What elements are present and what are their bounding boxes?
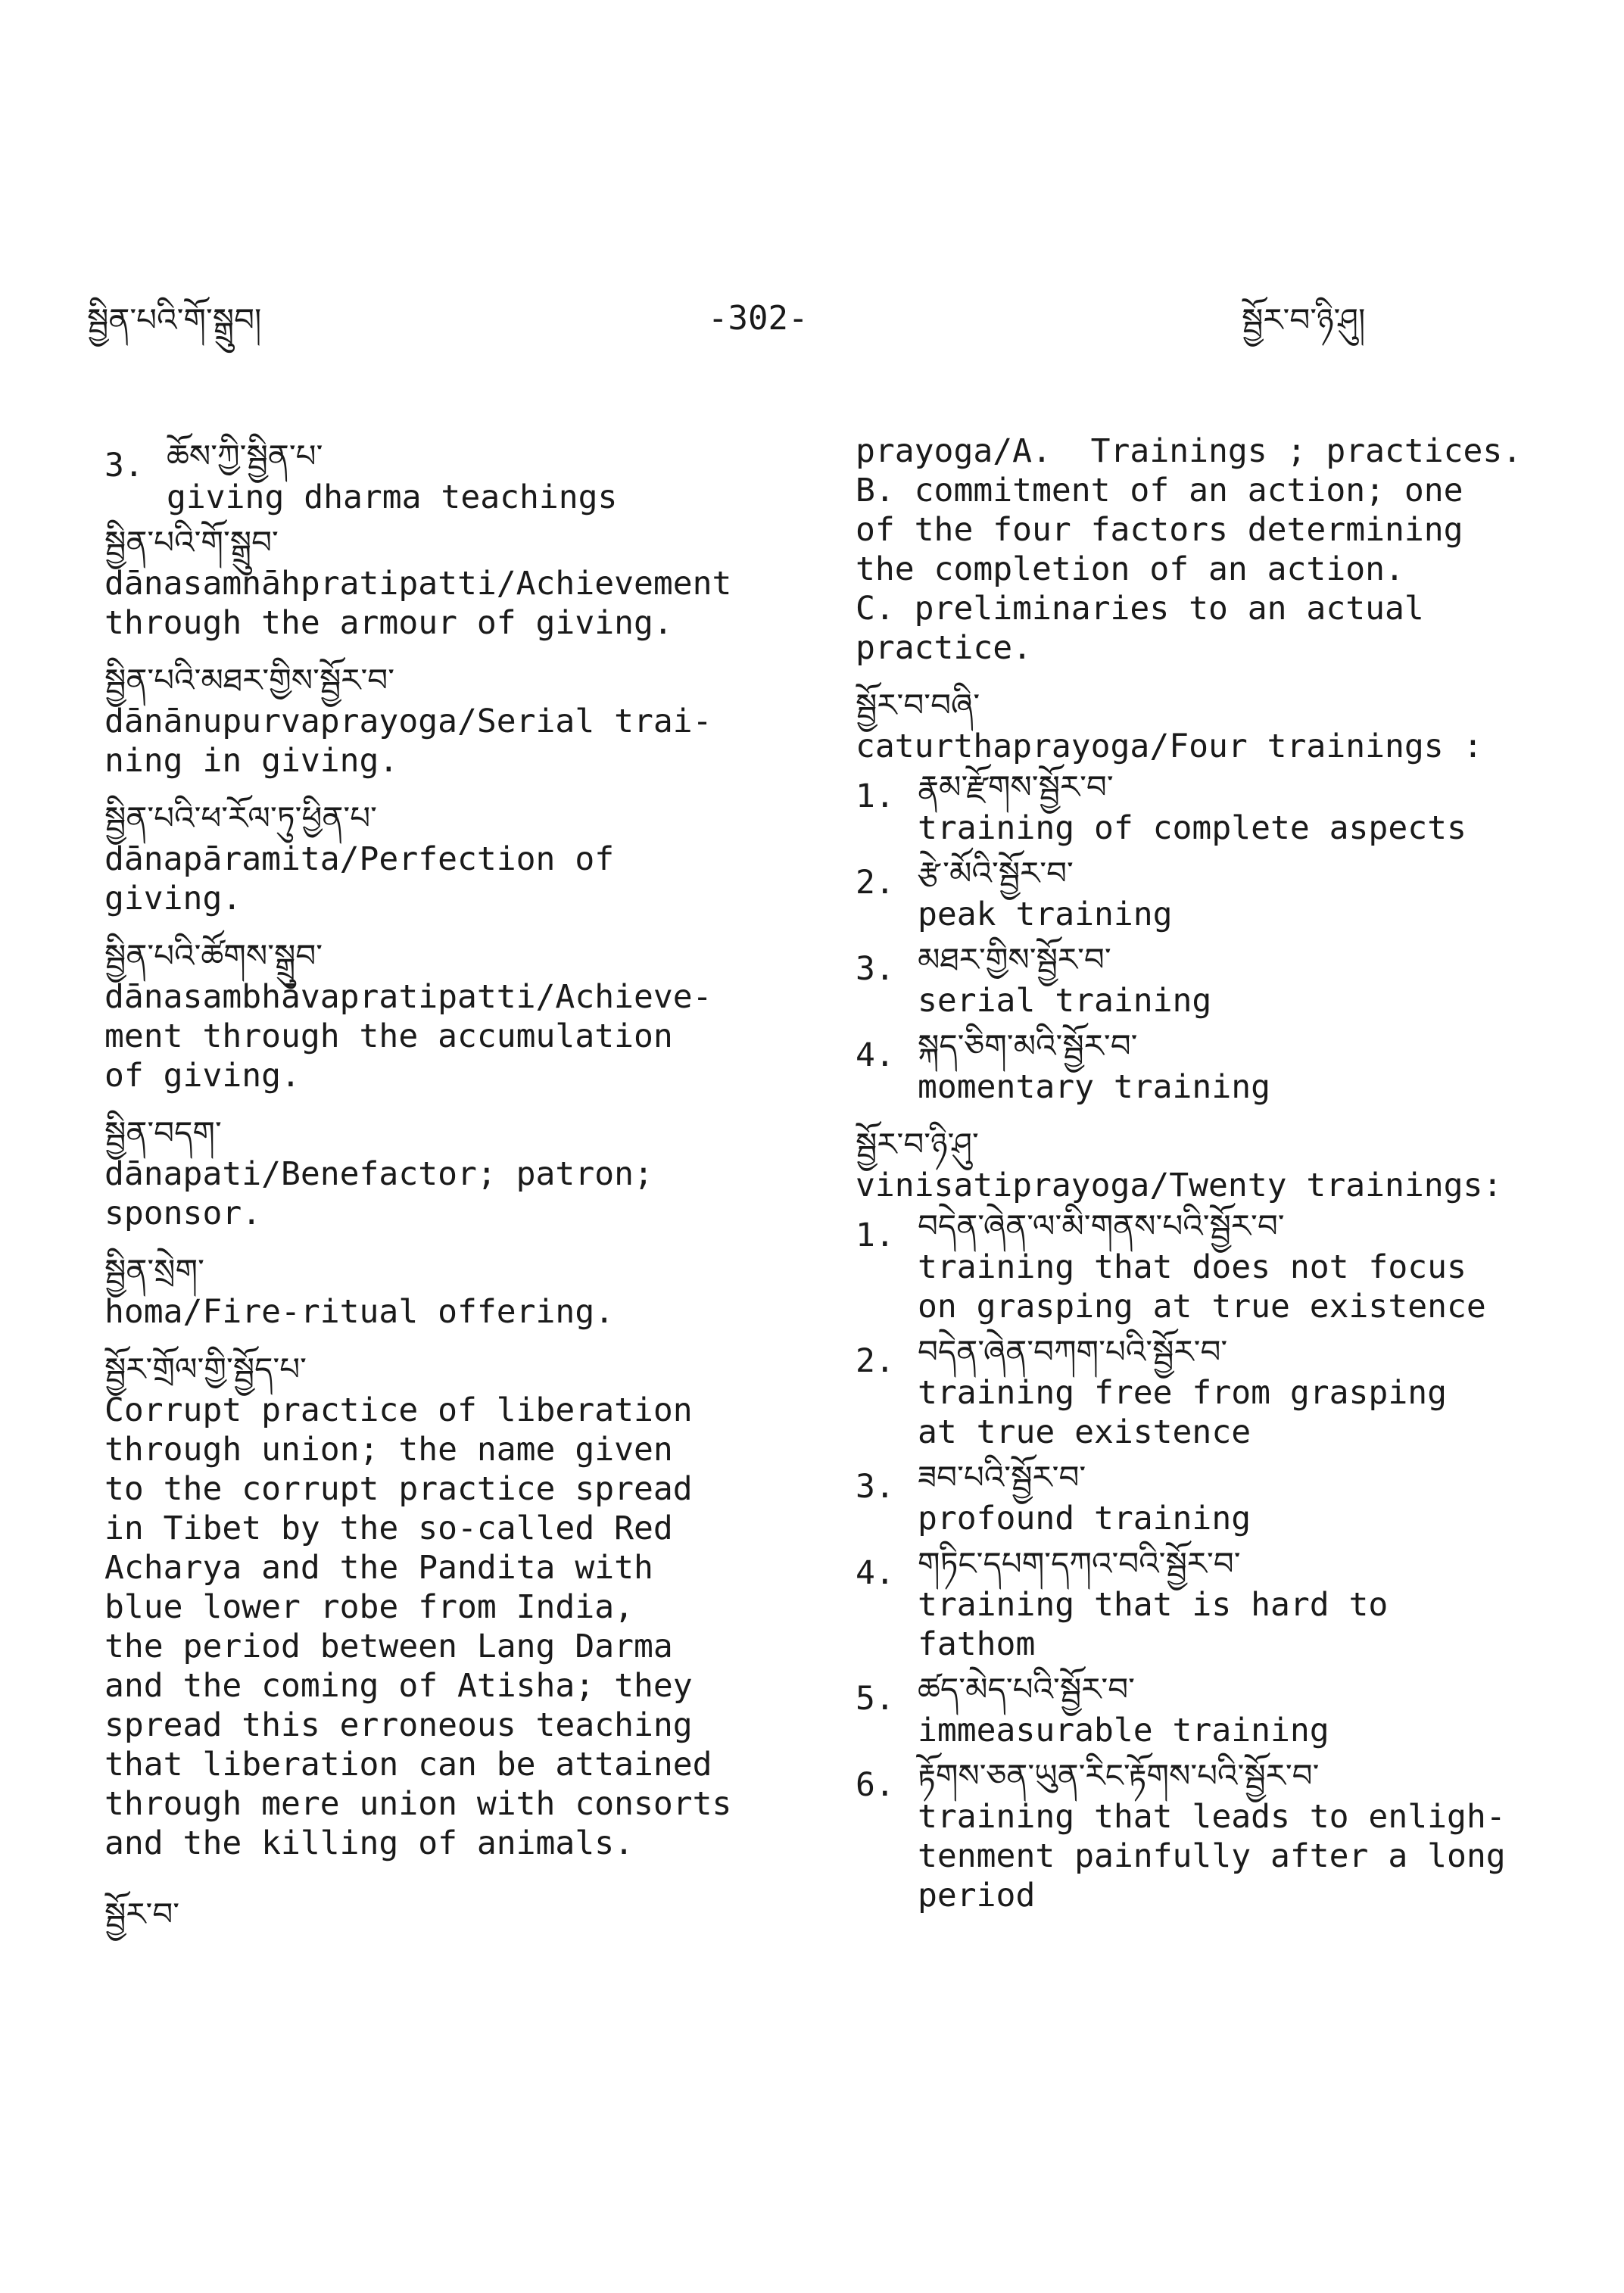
headword: སྦྱིན་བདག་ [104, 1114, 222, 1151]
item-number: 3. [104, 447, 144, 484]
item-number: 4. [856, 1036, 895, 1074]
list-item [856, 1205, 1537, 1326]
item-number: 1. [856, 777, 895, 815]
item-gloss: training that leads to enligh- tenment painfully after a long period [918, 1798, 1506, 1914]
tibetan-term: གཏིང་དཔག་དཀའ་བའི་སྦྱོར་བ་ [918, 1545, 1241, 1582]
entry-definition: dānapāramita/Perfection of giving. [104, 840, 615, 918]
item-number: 3. [856, 950, 895, 988]
item-gloss: profound training [918, 1500, 1252, 1537]
entry-definition: caturthaprayoga/Four trainings : [856, 727, 1483, 765]
item-gloss: serial training [918, 982, 1212, 1020]
tibetan-term: ཆོས་ཀྱི་སྦྱིན་པ་ [167, 438, 323, 475]
dictionary-entry [104, 659, 771, 780]
dictionary-entry [104, 1250, 771, 1332]
tibetan-term: རྟོགས་ཅན་ཡུན་རིང་རྟོགས་པའི་སྦྱོར་བ་ [918, 1757, 1320, 1794]
item-gloss: momentary training [918, 1068, 1270, 1106]
dictionary-entry [104, 1112, 771, 1233]
item-gloss: training of complete aspects [918, 809, 1467, 847]
dictionary-entry [856, 684, 1537, 1107]
list-item [856, 1456, 1537, 1538]
headword: སྦྱིན་པའི་གོ་སྒྲུབ་ [104, 524, 279, 561]
item-number: 4. [856, 1554, 895, 1592]
dictionary-entry [104, 1348, 771, 1863]
entry-definition: dānānupurvaprayoga/Serial trai- ning in giving. [104, 703, 712, 780]
item-gloss: peak training [918, 896, 1173, 933]
headword: སྦྱིན་པའི་ཚོགས་སྒྲུབ་ [104, 937, 323, 974]
item-number: 3. [856, 1468, 895, 1506]
list-item [856, 1668, 1537, 1750]
list-item [856, 1543, 1537, 1664]
dictionary-entry [104, 797, 771, 918]
tibetan-term: རྩེ་མོའི་སྦྱོར་བ་ [918, 855, 1074, 892]
left-column [104, 435, 771, 1936]
item-number: 1. [856, 1217, 895, 1254]
entry-definition: dānasamnāhpratipatti/Achievement through the armour of giving. [104, 565, 732, 642]
item-gloss: training that is hard to fathom [918, 1586, 1389, 1663]
dictionary-entry [104, 522, 771, 643]
item-number: 2. [856, 864, 895, 902]
tibetan-term: ཚད་མེད་པའི་སྦྱོར་བ་ [918, 1671, 1135, 1708]
headword: སྦྱིན་སྲེག་ [104, 1252, 204, 1289]
list-item [856, 939, 1537, 1020]
entry-definition: dānapati/Benefactor; patron; sponsor. [104, 1155, 653, 1232]
entry-definition: prayoga/A. Trainings ; practices. B. commitment of an action; one of the four factors determining the completion of an action. C. preliminaries to an actual practice. [856, 432, 1523, 667]
tibetan-term: རྣམ་རྫོགས་སྦྱོར་བ་ [918, 768, 1114, 805]
tibetan-term: མཐར་གྱིས་སྦྱོར་བ་ [918, 941, 1111, 978]
item-gloss: training free from grasping at true existence [918, 1374, 1447, 1451]
dictionary-entry [104, 935, 771, 1095]
list-item [104, 435, 771, 517]
headword: སྦྱོར་བ་ཉི་ཤུ་ [856, 1126, 979, 1163]
item-number: 2. [856, 1342, 895, 1380]
page-number: -302- [708, 299, 809, 338]
right-column [856, 431, 1537, 1932]
item-gloss: giving dharma teachings [167, 478, 618, 516]
running-head-left: སྦྱིན་པའི་གོ་སྒྲུབ། [87, 301, 262, 338]
dictionary-entry [856, 1123, 1537, 1915]
item-gloss: training that does not focus on grasping at true existence [918, 1248, 1486, 1326]
list-item [856, 1755, 1537, 1915]
tibetan-term: ཟབ་པའི་སྦྱོར་བ་ [918, 1459, 1086, 1496]
headword: སྦྱིན་པའི་མཐར་གྱིས་སྦྱོར་བ་ [104, 662, 395, 699]
item-number: 5. [856, 1680, 895, 1718]
list-item [856, 1331, 1537, 1452]
tibetan-term: བདེན་ཞེན་བཀག་པའི་སྦྱོར་བ་ [918, 1333, 1228, 1370]
entry-definition: homa/Fire-ritual offering. [104, 1293, 615, 1331]
list-item [856, 852, 1537, 934]
entry-definition: vinisatiprayoga/Twenty trainings: [856, 1167, 1503, 1204]
item-number: 6. [856, 1766, 895, 1804]
headword: སྦྱོར་བ་ [104, 1896, 180, 1933]
list-item [856, 1025, 1537, 1107]
running-head-right: སྦྱོར་བ་ཉི་ཤུ། [1242, 301, 1366, 338]
tibetan-term: སྐད་ཅིག་མའི་སྦྱོར་བ་ [918, 1027, 1138, 1064]
headword: སྦྱིན་པའི་ཕ་རོལ་ཏུ་ཕྱིན་པ་ [104, 799, 377, 837]
headword: སྦྱོར་བ་བཞི་ [856, 687, 980, 724]
list-item [856, 766, 1537, 848]
entry-definition: dānasambhāvapratipatti/Achieve- ment through the accumulation of giving. [104, 978, 712, 1095]
headword: སྦྱོར་གྲོལ་གྱི་སྦྱོད་པ་ [104, 1351, 307, 1388]
item-gloss: immeasurable training [918, 1712, 1329, 1749]
entry-definition: Corrupt practice of liberation through union; the name given to the corrupt practice spread in Tibet by the so-called Red Acharya and the Pandita with blue lower robe from India, the period between Lang Darma and the coming of Atisha; they spread this erroneous teaching that liberation can be attained through mere union with consorts and the killing of animals. [104, 1391, 732, 1862]
tibetan-term: བདེན་ཞེན་ལ་མི་གནས་པའི་སྦྱོར་བ་ [918, 1207, 1285, 1245]
